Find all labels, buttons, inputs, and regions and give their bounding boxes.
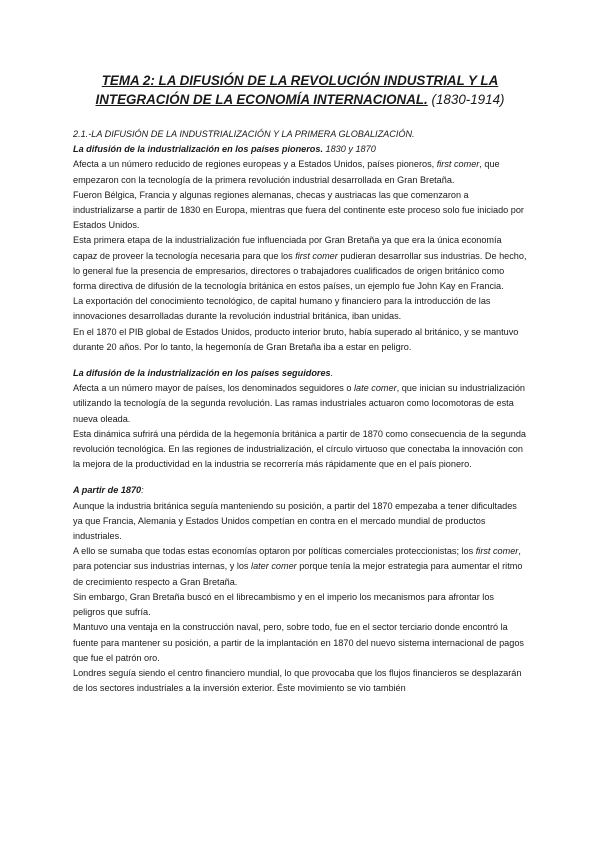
paragraph [73,157,528,187]
term-first-comer: first comer [475,546,519,557]
text-run: Afecta a un número mayor de países, los denominados seguidores o [73,383,352,394]
subheading-pioneers-text: La difusión de la industrialización en los países pioneros. [73,144,323,155]
subheading-from-1870-colon: : [141,485,144,496]
text-run: A ello se sumaba que todas estas economías optaron por políticas comerciales proteccionistas; los [73,546,474,557]
subheading-pioneers [73,142,528,157]
term-first-comer: first comer [295,250,338,261]
paragraph: Londres seguía siendo el centro financiero mundial, lo que provocaba que los flujos financieros se desplazarán de los sectores industriales a la inversión exterior. Éste movimiento se vio también [73,667,522,694]
paragraph [73,233,528,294]
subheading-followers-text: La difusión de la industrialización en los países seguidores [73,368,331,379]
paragraph: Aunque la industria británica seguía manteniendo su posición, a partir del 1870 empezaba a tener dificultades ya que Francia, Alemania y Estados Unidos competían en contra en el mercado mundial de productos industriales. [73,500,517,542]
section-heading: 2.1.-LA DIFUSIÓN DE LA INDUSTRIALIZACIÓN Y LA PRIMERA GLOBALIZACIÓN. [73,129,415,139]
text-run: , que empezaron con la tecnología de la primera revolución industrial desarrollada en Gran Bretaña. [73,159,500,185]
document-body [73,127,528,696]
document-title [70,71,530,109]
subheading-pioneers-years: 1830 y 1870 [325,144,376,155]
text-run: Esta primera etapa de la industrialización fue influenciada por Gran Bretaña ya que era la única economía capaz de proveer la tecnología necesaria para que los [73,235,502,261]
paragraph [73,381,528,427]
subheading-followers [73,366,528,381]
subheading-from-1870-text: A partir de 1870 [73,485,142,496]
text-run: pudieran desarrollar sus industrias. De hecho, lo general fue la presencia de empresarios, directores o trabajadores cualificados de origen británico como forma directiva de difusión de la tecnología británica en estos países, un ejemplo fue John Kay en Francia. [73,250,527,292]
paragraph [73,544,528,590]
spacer [73,472,528,483]
text-run: , para potenciar sus industrias internas, y los [73,546,521,572]
text-run: , que inician su industrialización utilizando la tecnología de la segunda revolución. Las ramas industriales actuaron como locomotoras de esta nueva oleada. [73,383,525,424]
paragraph: En el 1870 el PIB global de Estados Unidos, producto interior bruto, había superado al británico, y se mantuvo durante 20 años. Por lo tanto, la hegemonía de Gran Bretaña iba a estar en peligro. [73,326,519,352]
term-first-comer: first comer [436,159,480,170]
text-run: porque tenía la mejor estrategia para aumentar el ritmo de crecimiento respecto a Gran Bretaña. [73,561,523,587]
subheading-from-1870 [73,483,528,498]
paragraph: Mantuvo una ventaja en la construcción naval, pero, sobre todo, fue en el sector terciario donde encontró la fuente para mantener su posición, a partir de la implantación en 1870 del nuevo sistema internacional de pagos que fue el patrón oro. [73,622,524,663]
paragraph: La exportación del conocimiento tecnológico, de capital humano y financiero para la introducción de las innovaciones desarrolladas durante la revolución industrial británica, iban unidas. [73,296,491,322]
term-later-comer: later comer [251,561,297,572]
paragraph: Esta dinámica sufrirá una pérdida de la hegemonía británica a partir de 1870 como consecuencia de la segunda revolución tecnológica. En las regiones de industrialización, el círculo virtuoso que conectaba la innovación con la mejora de la productividad en la industria se recorrería más rápidamente que en el país pionero. [73,428,526,470]
paragraph: Sin embargo, Gran Bretaña buscó en el librecambismo y en el imperio los mecanismos para afrontar los peligros que sufría. [73,591,494,618]
title-years: (1830-1914) [431,92,505,107]
term-late-comer: late comer [354,383,397,394]
title-text: TEMA 2: LA DIFUSIÓN DE LA REVOLUCIÓN INDUSTRIAL Y LA INTEGRACIÓN DE LA ECONOMÍA INTERNACIONAL. [95,73,499,107]
subheading-followers-dot: . [330,368,334,379]
text-run: Afecta a un número reducido de regiones europeas y a Estados Unidos, países pioneros, [73,159,435,170]
spacer [73,355,528,366]
paragraph: Fueron Bélgica, Francia y algunas regiones alemanas, checas y austriacas las que comenzaron a industrializarse a partir de 1830 en Europa, mientras que fuera del continente este proceso solo fue iniciado por Estados Unidos. [73,189,524,231]
